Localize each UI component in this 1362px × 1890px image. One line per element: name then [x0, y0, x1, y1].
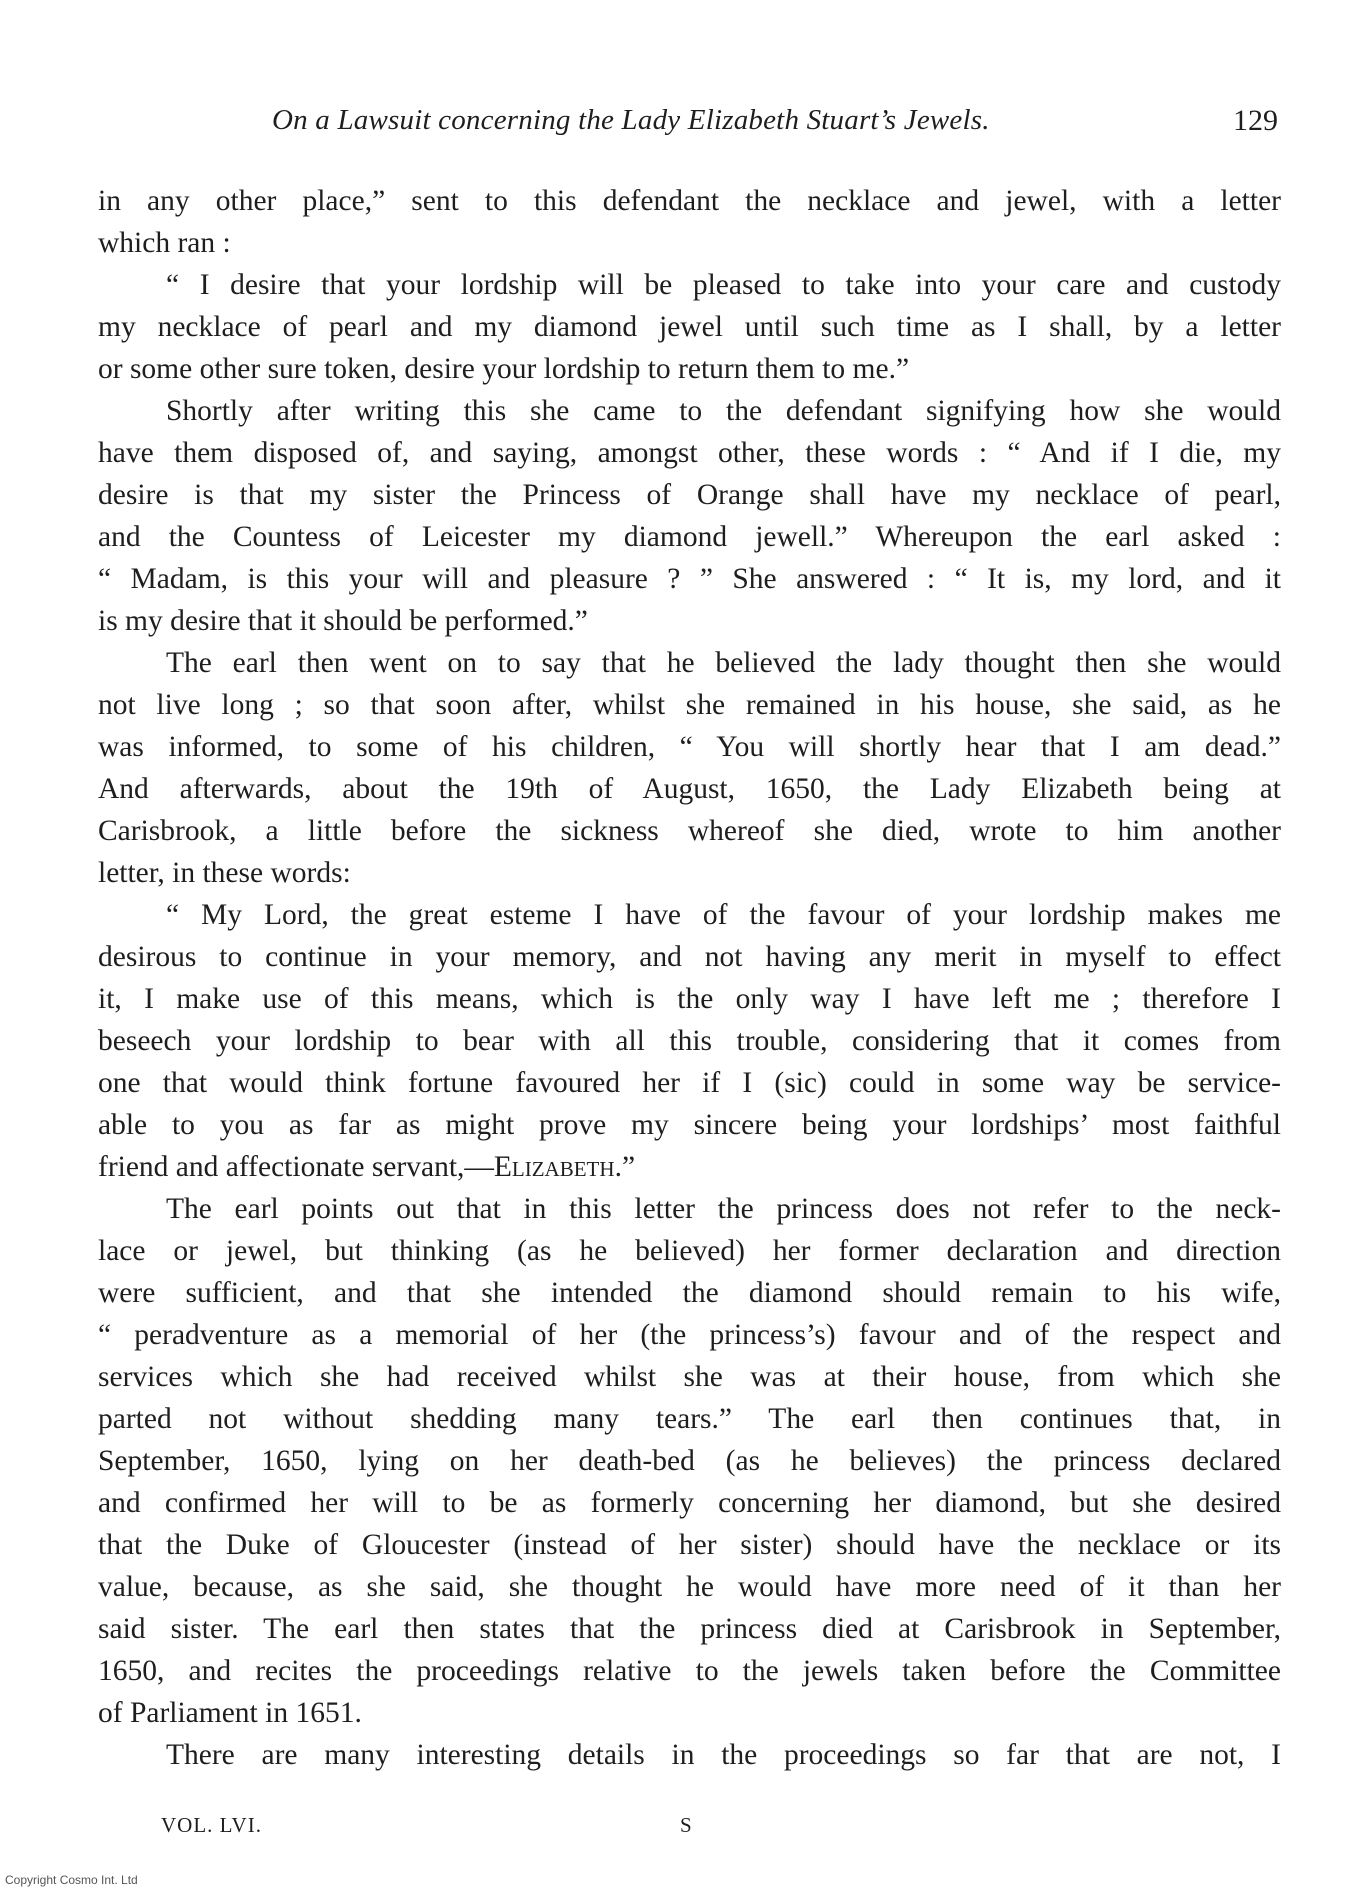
text-line: have them disposed of, and saying, amongst other, these words : “ And if I die, my: [98, 437, 1281, 469]
text-line: one that would think fortune favoured her if I (sic) could in some way be service-: [98, 1067, 1281, 1099]
signature-mark: S: [680, 1813, 693, 1837]
signature-close: .”: [614, 1151, 636, 1183]
running-title: On a Lawsuit concerning the Lady Elizabeth Stuart’s Jewels.: [272, 104, 990, 136]
text-line: desire is that my sister the Princess of Orange shall have my necklace of pearl,: [98, 479, 1281, 511]
text-line: able to you as far as might prove my sincere being your lordships’ most faithful: [98, 1109, 1281, 1141]
text-line: letter, in these words:: [98, 857, 351, 889]
text-line: it, I make use of this means, which is the only way I have left me ; therefore I: [98, 983, 1281, 1015]
text-line: and confirmed her will to be as formerly concerning her diamond, but she desired: [98, 1487, 1281, 1519]
text-line: “ My Lord, the great esteme I have of the favour of your lordship makes me: [166, 899, 1281, 931]
text-line: Carisbrook, a little before the sickness whereof she died, wrote to him another: [98, 815, 1281, 847]
text-line: “ Madam, is this your will and pleasure ? ” She answered : “ It is, my lord, and it: [98, 563, 1281, 595]
text-line: September, 1650, lying on her death-bed (as he believes) the princess declared: [98, 1445, 1281, 1477]
text-line: of Parliament in 1651.: [98, 1697, 362, 1729]
text-line: There are many interesting details in the proceedings so far that are not, I: [166, 1739, 1281, 1771]
signature-name: Elizabeth: [493, 1151, 615, 1183]
running-header: [98, 104, 1278, 144]
text-line: in any other place,” sent to this defendant the necklace and jewel, with a letter: [98, 185, 1281, 217]
text-line: services which she had received whilst she was at their house, from which she: [98, 1361, 1281, 1393]
page-number: 129: [1233, 104, 1278, 137]
text-line: “ peradventure as a memorial of her (the princess’s) favour and of the respect and: [98, 1319, 1281, 1351]
text-line: The earl then went on to say that he believed the lady thought then she would: [166, 647, 1281, 679]
text-line: is my desire that it should be performed.”: [98, 605, 588, 637]
text-line: Shortly after writing this she came to the defendant signifying how she would: [166, 395, 1281, 427]
text-line: parted not without shedding many tears.” The earl then continues that, in: [98, 1403, 1281, 1435]
copyright-notice: Copyright Cosmo Int. Ltd: [2, 1872, 141, 1888]
text-line: “ I desire that your lordship will be pleased to take into your care and custody: [166, 269, 1281, 301]
text-line: my necklace of pearl and my diamond jewel until such time as I shall, by a letter: [98, 311, 1281, 343]
text-line: desirous to continue in your memory, and not having any merit in myself to effect: [98, 941, 1281, 973]
text-line: was informed, to some of his children, “ You will shortly hear that I am dead.”: [98, 731, 1281, 763]
text-line: beseech your lordship to bear with all this trouble, considering that it comes from: [98, 1025, 1281, 1057]
text-line: were sufficient, and that she intended the diamond should remain to his wife,: [98, 1277, 1281, 1309]
letter-closing: friend and affectionate servant,—: [98, 1151, 494, 1183]
text-line: not live long ; so that soon after, whilst she remained in his house, she said, as he: [98, 689, 1281, 721]
volume-number: VOL. LVI.: [161, 1813, 262, 1837]
text-line: which ran :: [98, 227, 231, 259]
text-line: and the Countess of Leicester my diamond jewell.” Whereupon the earl asked :: [98, 521, 1281, 553]
text-line: 1650, and recites the proceedings relative to the jewels taken before the Committee: [98, 1655, 1281, 1687]
text-line: said sister. The earl then states that the princess died at Carisbrook in September,: [98, 1613, 1281, 1645]
text-line: lace or jewel, but thinking (as he believed) her former declaration and direction: [98, 1235, 1281, 1267]
text-line: And afterwards, about the 19th of August, 1650, the Lady Elizabeth being at: [98, 773, 1281, 805]
text-line: value, because, as she said, she thought he would have more need of it than her: [98, 1571, 1281, 1603]
text-line: [98, 1146, 1281, 1188]
text-line: or some other sure token, desire your lordship to return them to me.”: [98, 353, 910, 385]
body-text: [98, 180, 1281, 1776]
page-footer: [0, 1813, 1362, 1843]
text-line: that the Duke of Gloucester (instead of her sister) should have the necklace or its: [98, 1529, 1281, 1561]
text-line: The earl points out that in this letter the princess does not refer to the neck-: [166, 1193, 1281, 1225]
